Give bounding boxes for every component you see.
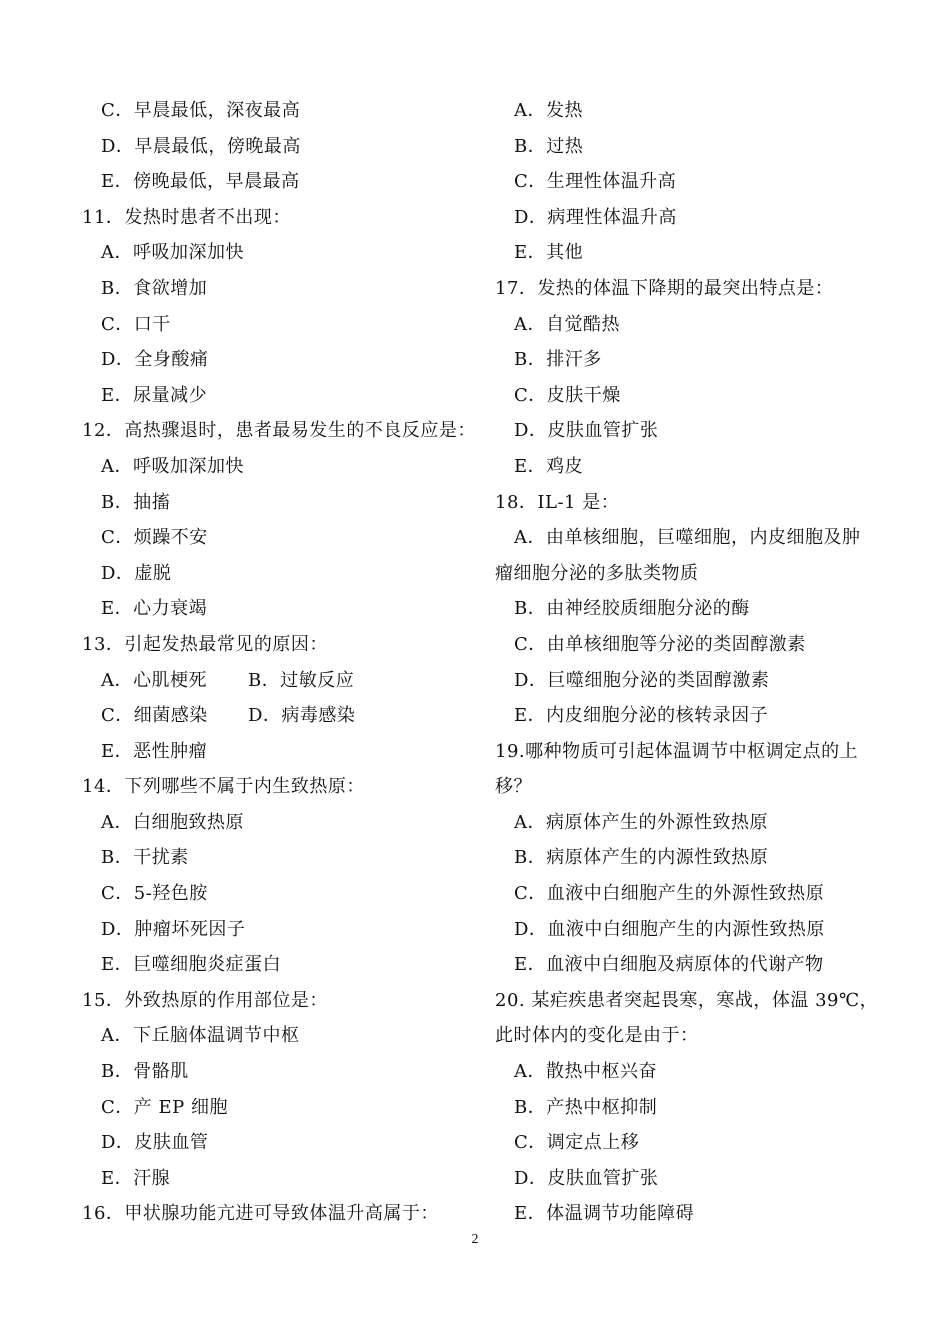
option-text: D．皮肤血管: [101, 1132, 209, 1154]
option-text: A．发热: [514, 100, 583, 121]
option-text: E．血液中白细胞及病原体的代谢产物: [514, 954, 824, 976]
option-text: E．傍晚最低，早晨最高: [101, 171, 300, 193]
option-text: D．病毒感染: [248, 705, 356, 727]
option-text: A．由单核细胞，巨噬细胞，内皮细胞及肿: [514, 527, 861, 549]
option-text: D．皮肤血管扩张: [514, 420, 659, 442]
option-text: A．心肌梗死: [101, 669, 207, 691]
option-text: E．巨噬细胞炎症蛋白: [101, 954, 282, 976]
option-text: C．早晨最低，深夜最高: [101, 100, 301, 121]
option-text: A．病原体产生的外源性致热原: [514, 811, 768, 833]
question-text: 15．外致热原的作用部位是：: [82, 989, 328, 1011]
left-column: [82, 93, 476, 1232]
question-text: 17．发热的体温下降期的最突出特点是：: [495, 277, 834, 299]
option-text: E．恶性肿瘤: [101, 740, 208, 762]
option-text: C．血液中白细胞产生的外源性致热原: [514, 883, 825, 905]
question-text: 此时体内的变化是由于：: [495, 1025, 699, 1047]
option-row: [82, 698, 472, 734]
option-text: C．生理性体温升高: [514, 171, 677, 193]
question-text: 20. 某疟疾患者突起畏寒，寒战，体温 39℃，: [495, 989, 879, 1011]
option-text: D．皮肤血管扩张: [514, 1167, 659, 1189]
option-text: D．早晨最低，傍晚最高: [101, 135, 301, 157]
question-text: 19.哪种物质可引起体温调节中枢调定点的上: [495, 740, 859, 762]
option-text: C．产 EP 细胞: [101, 1096, 228, 1118]
question-text: 18．IL-1 是：: [495, 491, 620, 513]
question-text: 16．甲状腺功能亢进可导致体温升高属于：: [82, 1203, 439, 1225]
option-text: E．汗腺: [101, 1167, 171, 1189]
option-text: C．口干: [101, 313, 171, 335]
option-text: C．细菌感染: [101, 705, 208, 727]
option-text: B．过热: [514, 135, 584, 157]
option-text: D．巨噬细胞分泌的类固醇激素: [514, 669, 770, 691]
option-text: B．排汗多: [514, 349, 602, 371]
question-text: 12．高热骤退时，患者最易发生的不良反应是：: [82, 420, 476, 442]
option-text: A．下丘脑体温调节中枢: [101, 1025, 300, 1047]
option-text: D．虚脱: [101, 562, 172, 584]
option-text: A．白细胞致热原: [101, 811, 244, 833]
option-text: D．肿瘤坏死因子: [101, 918, 246, 940]
right-column: [495, 93, 879, 1232]
option-text: A．呼吸加深加快: [101, 242, 244, 264]
option-text: E．鸡皮: [514, 455, 584, 477]
option-text: B．抽搐: [101, 491, 171, 513]
option-text: B．过敏反应: [248, 669, 355, 691]
option-text: B．由神经胶质细胞分泌的酶: [514, 598, 750, 620]
option-text: D．病理性体温升高: [514, 206, 677, 228]
question-text: 瘤细胞分泌的多肽类物质: [495, 562, 699, 584]
option-row: [82, 663, 472, 699]
option-text: A．呼吸加深加快: [101, 455, 244, 477]
option-text: B．病原体产生的内源性致热原: [514, 847, 769, 869]
question-text: 11．发热时患者不出现：: [82, 206, 291, 228]
option-text: A．散热中枢兴奋: [514, 1061, 657, 1083]
question-text: 移？: [495, 776, 532, 798]
option-text: E．内皮细胞分泌的核转录因子: [514, 705, 769, 727]
option-text: D．血液中白细胞产生的内源性致热原: [514, 918, 825, 940]
option-text: C．调定点上移: [514, 1132, 640, 1154]
option-text: C．5-羟色胺: [101, 883, 208, 905]
option-text: A．自觉酷热: [514, 313, 620, 335]
question-text: 13．引起发热最常见的原因：: [82, 633, 328, 655]
option-text: B．骨骼肌: [101, 1061, 189, 1083]
option-text: E．尿量减少: [101, 384, 208, 406]
page-number: 2: [471, 1232, 479, 1247]
question-text: 14．下列哪些不属于内生致热原：: [82, 776, 365, 798]
option-text: E．其他: [514, 242, 584, 264]
option-text: E．心力衰竭: [101, 598, 208, 620]
option-text: D．全身酸痛: [101, 349, 209, 371]
option-text: B．干扰素: [101, 847, 189, 869]
option-text: B．食欲增加: [101, 277, 208, 299]
option-text: C．烦躁不安: [101, 527, 208, 549]
option-text: E．体温调节功能障碍: [514, 1203, 695, 1225]
option-text: C．由单核细胞等分泌的类固醇激素: [514, 633, 806, 655]
option-text: C．皮肤干燥: [514, 384, 621, 406]
option-text: B．产热中枢抑制: [514, 1096, 658, 1118]
